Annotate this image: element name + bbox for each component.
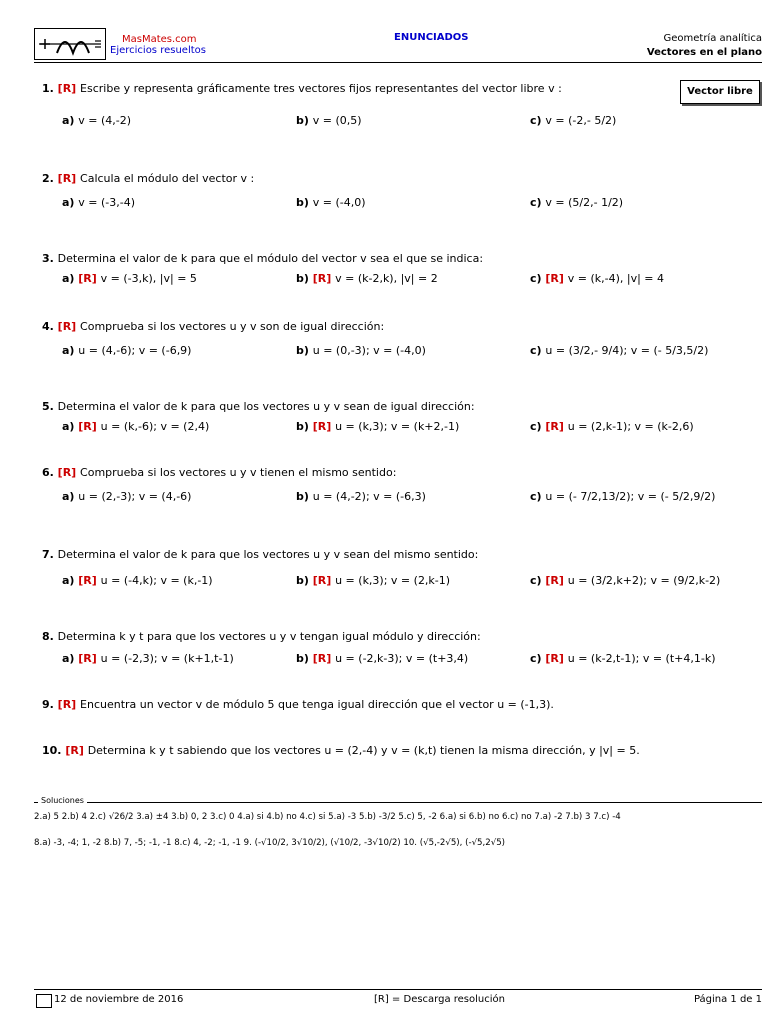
problem-statement xyxy=(42,320,384,333)
resolution-link[interactable]: [R] xyxy=(312,652,336,665)
part-label: a) xyxy=(62,196,79,209)
footer-date: 12 de noviembre de 2016 xyxy=(54,994,184,1005)
problem-part xyxy=(530,272,664,285)
footer-logo-icon xyxy=(36,994,52,1008)
part-expression: u = (- 7/2,13/2); v = (- 5/2,9/2) xyxy=(545,490,716,503)
resolution-link[interactable]: [R] xyxy=(312,574,336,587)
part-expression: u = (-4,k); v = (k,-1) xyxy=(100,574,213,587)
solutions-title: Soluciones xyxy=(38,796,87,805)
resolution-link[interactable]: [R] xyxy=(312,272,336,285)
part-label: c) xyxy=(530,114,546,127)
part-expression: v = (-3,-4) xyxy=(78,196,136,209)
problem-number: 4. xyxy=(42,320,58,333)
problem-text: Comprueba si los vectores u y v tienen el mismo sentido: xyxy=(80,466,397,479)
problem-part xyxy=(62,490,191,503)
problem-statement xyxy=(42,252,483,265)
part-label: b) xyxy=(296,420,313,433)
problem-text: Determina k y t sabiendo que los vectores u = (2,-4) y v = (k,t) tienen la misma dirección, y |v| = 5. xyxy=(87,744,640,757)
part-expression: u = (4,-2); v = (-6,3) xyxy=(312,490,426,503)
problem-statement xyxy=(42,548,478,561)
problem-number: 8. xyxy=(42,630,58,643)
problem-statement xyxy=(42,744,640,757)
problem-text: Determina el valor de k para que los vectores u y v sean del mismo sentido: xyxy=(57,548,479,561)
resolution-link[interactable]: [R] xyxy=(545,574,568,587)
problem-part xyxy=(296,114,362,127)
problem-part xyxy=(62,272,197,285)
problem-text: Comprueba si los vectores u y v son de igual dirección: xyxy=(80,320,385,333)
problem-number: 7. xyxy=(42,548,58,561)
problem-part xyxy=(62,196,135,209)
footer-legend[interactable]: [R] = Descarga resolución xyxy=(374,994,505,1005)
problem-part xyxy=(530,574,720,587)
problem-text: Determina el valor de k para que los vectores u y v sean de igual dirección: xyxy=(57,400,475,413)
part-label: c) xyxy=(530,490,546,503)
part-expression: u = (2,-3); v = (4,-6) xyxy=(78,490,192,503)
vector-libre-badge[interactable]: Vector libre xyxy=(680,80,760,104)
logo-icon xyxy=(34,28,106,60)
problem-statement xyxy=(42,400,475,413)
part-label: b) xyxy=(296,344,313,357)
part-label: c) xyxy=(530,574,546,587)
problem-statement xyxy=(42,630,481,643)
resolution-link[interactable]: [R] xyxy=(65,744,88,757)
part-label: c) xyxy=(530,272,546,285)
problem-number: 3. xyxy=(42,252,58,265)
part-expression: u = (4,-6); v = (-6,9) xyxy=(78,344,192,357)
part-expression: v = (4,-2) xyxy=(78,114,132,127)
header-topic xyxy=(647,32,762,60)
part-label: b) xyxy=(296,490,313,503)
resolution-link[interactable]: [R] xyxy=(545,652,568,665)
part-label: a) xyxy=(62,574,79,587)
problem-part xyxy=(62,344,191,357)
part-expression: v = (5/2,- 1/2) xyxy=(545,196,624,209)
problem-part xyxy=(530,652,716,665)
problem-part xyxy=(62,420,209,433)
resolution-link[interactable]: [R] xyxy=(57,698,81,711)
problem-statement xyxy=(42,698,554,711)
topic-line-1: Geometría analítica xyxy=(663,33,762,44)
problem-part xyxy=(296,652,468,665)
solutions-divider xyxy=(34,802,762,803)
problem-part xyxy=(62,114,131,127)
part-label: b) xyxy=(296,652,313,665)
part-label: c) xyxy=(530,344,546,357)
problem-text: Encuentra un vector v de módulo 5 que tenga igual dirección que el vector u = (-1,3). xyxy=(80,698,554,711)
header-title: ENUNCIADOS xyxy=(394,32,469,43)
part-expression: u = (0,-3); v = (-4,0) xyxy=(312,344,426,357)
resolution-link[interactable]: [R] xyxy=(78,272,101,285)
problem-part xyxy=(296,272,438,285)
resolution-link[interactable]: [R] xyxy=(545,272,568,285)
part-label: a) xyxy=(62,114,79,127)
part-expression: v = (0,5) xyxy=(312,114,362,127)
problem-part xyxy=(296,420,459,433)
problem-statement xyxy=(42,466,396,479)
part-expression: v = (-3,k), |v| = 5 xyxy=(100,272,197,285)
resolution-link[interactable]: [R] xyxy=(78,574,101,587)
problem-number: 5. xyxy=(42,400,58,413)
part-label: a) xyxy=(62,652,79,665)
problem-part xyxy=(530,114,616,127)
part-expression: u = (-2,3); v = (k+1,t-1) xyxy=(100,652,234,665)
problem-part xyxy=(296,490,426,503)
resolution-link[interactable]: [R] xyxy=(57,320,81,333)
part-label: c) xyxy=(530,652,546,665)
site-subtitle: Ejercicios resueltos xyxy=(110,45,206,56)
part-expression: v = (-2,- 5/2) xyxy=(545,114,617,127)
part-label: a) xyxy=(62,272,79,285)
problem-part xyxy=(296,574,450,587)
part-expression: v = (k,-4), |v| = 4 xyxy=(567,272,665,285)
resolution-link[interactable]: [R] xyxy=(545,420,568,433)
problem-text: Determina k y t para que los vectores u y v tengan igual módulo y dirección: xyxy=(57,630,481,643)
problem-part xyxy=(530,420,694,433)
site-name[interactable]: MasMates.com xyxy=(122,34,197,45)
page-header xyxy=(34,28,762,63)
problem-part xyxy=(62,574,213,587)
footer-page: Página 1 de 1 xyxy=(693,994,762,1005)
part-expression: v = (-4,0) xyxy=(312,196,366,209)
problem-text: Escribe y representa gráficamente tres vectores fijos representantes del vector libre v : xyxy=(80,82,562,95)
part-expression: u = (k-2,t-1); v = (t+4,1-k) xyxy=(567,652,716,665)
part-label: c) xyxy=(530,420,546,433)
part-label: a) xyxy=(62,490,79,503)
part-label: b) xyxy=(296,114,313,127)
solutions-line-1: 2.a) 5 2.b) 4 2.c) √26/2 3.a) ±4 3.b) 0, 2 3.c) 0 4.a) si 4.b) no 4.c) si 5.a) -3 5.b) -3/2 5.c) 5, -2 6.a) si 6.b) no 6.c) no 7.a) -2 7.b) 3 7.c) -4 xyxy=(34,812,621,822)
resolution-link[interactable]: [R] xyxy=(312,420,336,433)
part-label: b) xyxy=(296,196,313,209)
problem-part xyxy=(530,344,708,357)
resolution-link[interactable]: [R] xyxy=(57,466,81,479)
problem-statement xyxy=(42,172,254,185)
topic-line-2: Vectores en el plano xyxy=(646,47,762,58)
solutions-line-2: 8.a) -3, -4; 1, -2 8.b) 7, -5; -1, -1 8.c) 4, -2; -1, -1 9. (-√10/2, 3√10/2), (√10/2, -3√10/2) 10. (√5,-2√5), (-√5,2√5) xyxy=(34,838,506,848)
problem-part xyxy=(530,196,623,209)
resolution-link[interactable]: [R] xyxy=(57,82,81,95)
problem-part xyxy=(296,196,366,209)
part-expression: u = (-2,k-3); v = (t+3,4) xyxy=(335,652,469,665)
part-label: a) xyxy=(62,420,79,433)
problem-number: 9. xyxy=(42,698,58,711)
part-expression: u = (k,-6); v = (2,4) xyxy=(100,420,210,433)
problem-number: 1. xyxy=(42,82,58,95)
problem-part xyxy=(530,490,715,503)
part-expression: u = (k,3); v = (2,k-1) xyxy=(335,574,451,587)
footer-divider xyxy=(34,989,762,990)
part-label: b) xyxy=(296,574,313,587)
part-label: c) xyxy=(530,196,546,209)
problem-number: 2. xyxy=(42,172,58,185)
part-expression: u = (2,k-1); v = (k-2,6) xyxy=(567,420,694,433)
part-expression: u = (3/2,- 9/4); v = (- 5/3,5/2) xyxy=(545,344,709,357)
part-label: a) xyxy=(62,344,79,357)
part-expression: v = (k-2,k), |v| = 2 xyxy=(335,272,438,285)
part-label: b) xyxy=(296,272,313,285)
resolution-link[interactable]: [R] xyxy=(78,652,101,665)
problem-part xyxy=(296,344,426,357)
resolution-link[interactable]: [R] xyxy=(78,420,101,433)
problem-number: 6. xyxy=(42,466,58,479)
problem-text: Calcula el módulo del vector v : xyxy=(80,172,255,185)
problem-text: Determina el valor de k para que el módulo del vector v sea el que se indica: xyxy=(57,252,484,265)
part-expression: u = (k,3); v = (k+2,-1) xyxy=(335,420,460,433)
part-expression: u = (3/2,k+2); v = (9/2,k-2) xyxy=(567,574,721,587)
resolution-link[interactable]: [R] xyxy=(57,172,81,185)
problem-part xyxy=(62,652,234,665)
problem-number: 10. xyxy=(42,744,66,757)
problem-statement xyxy=(42,82,562,95)
